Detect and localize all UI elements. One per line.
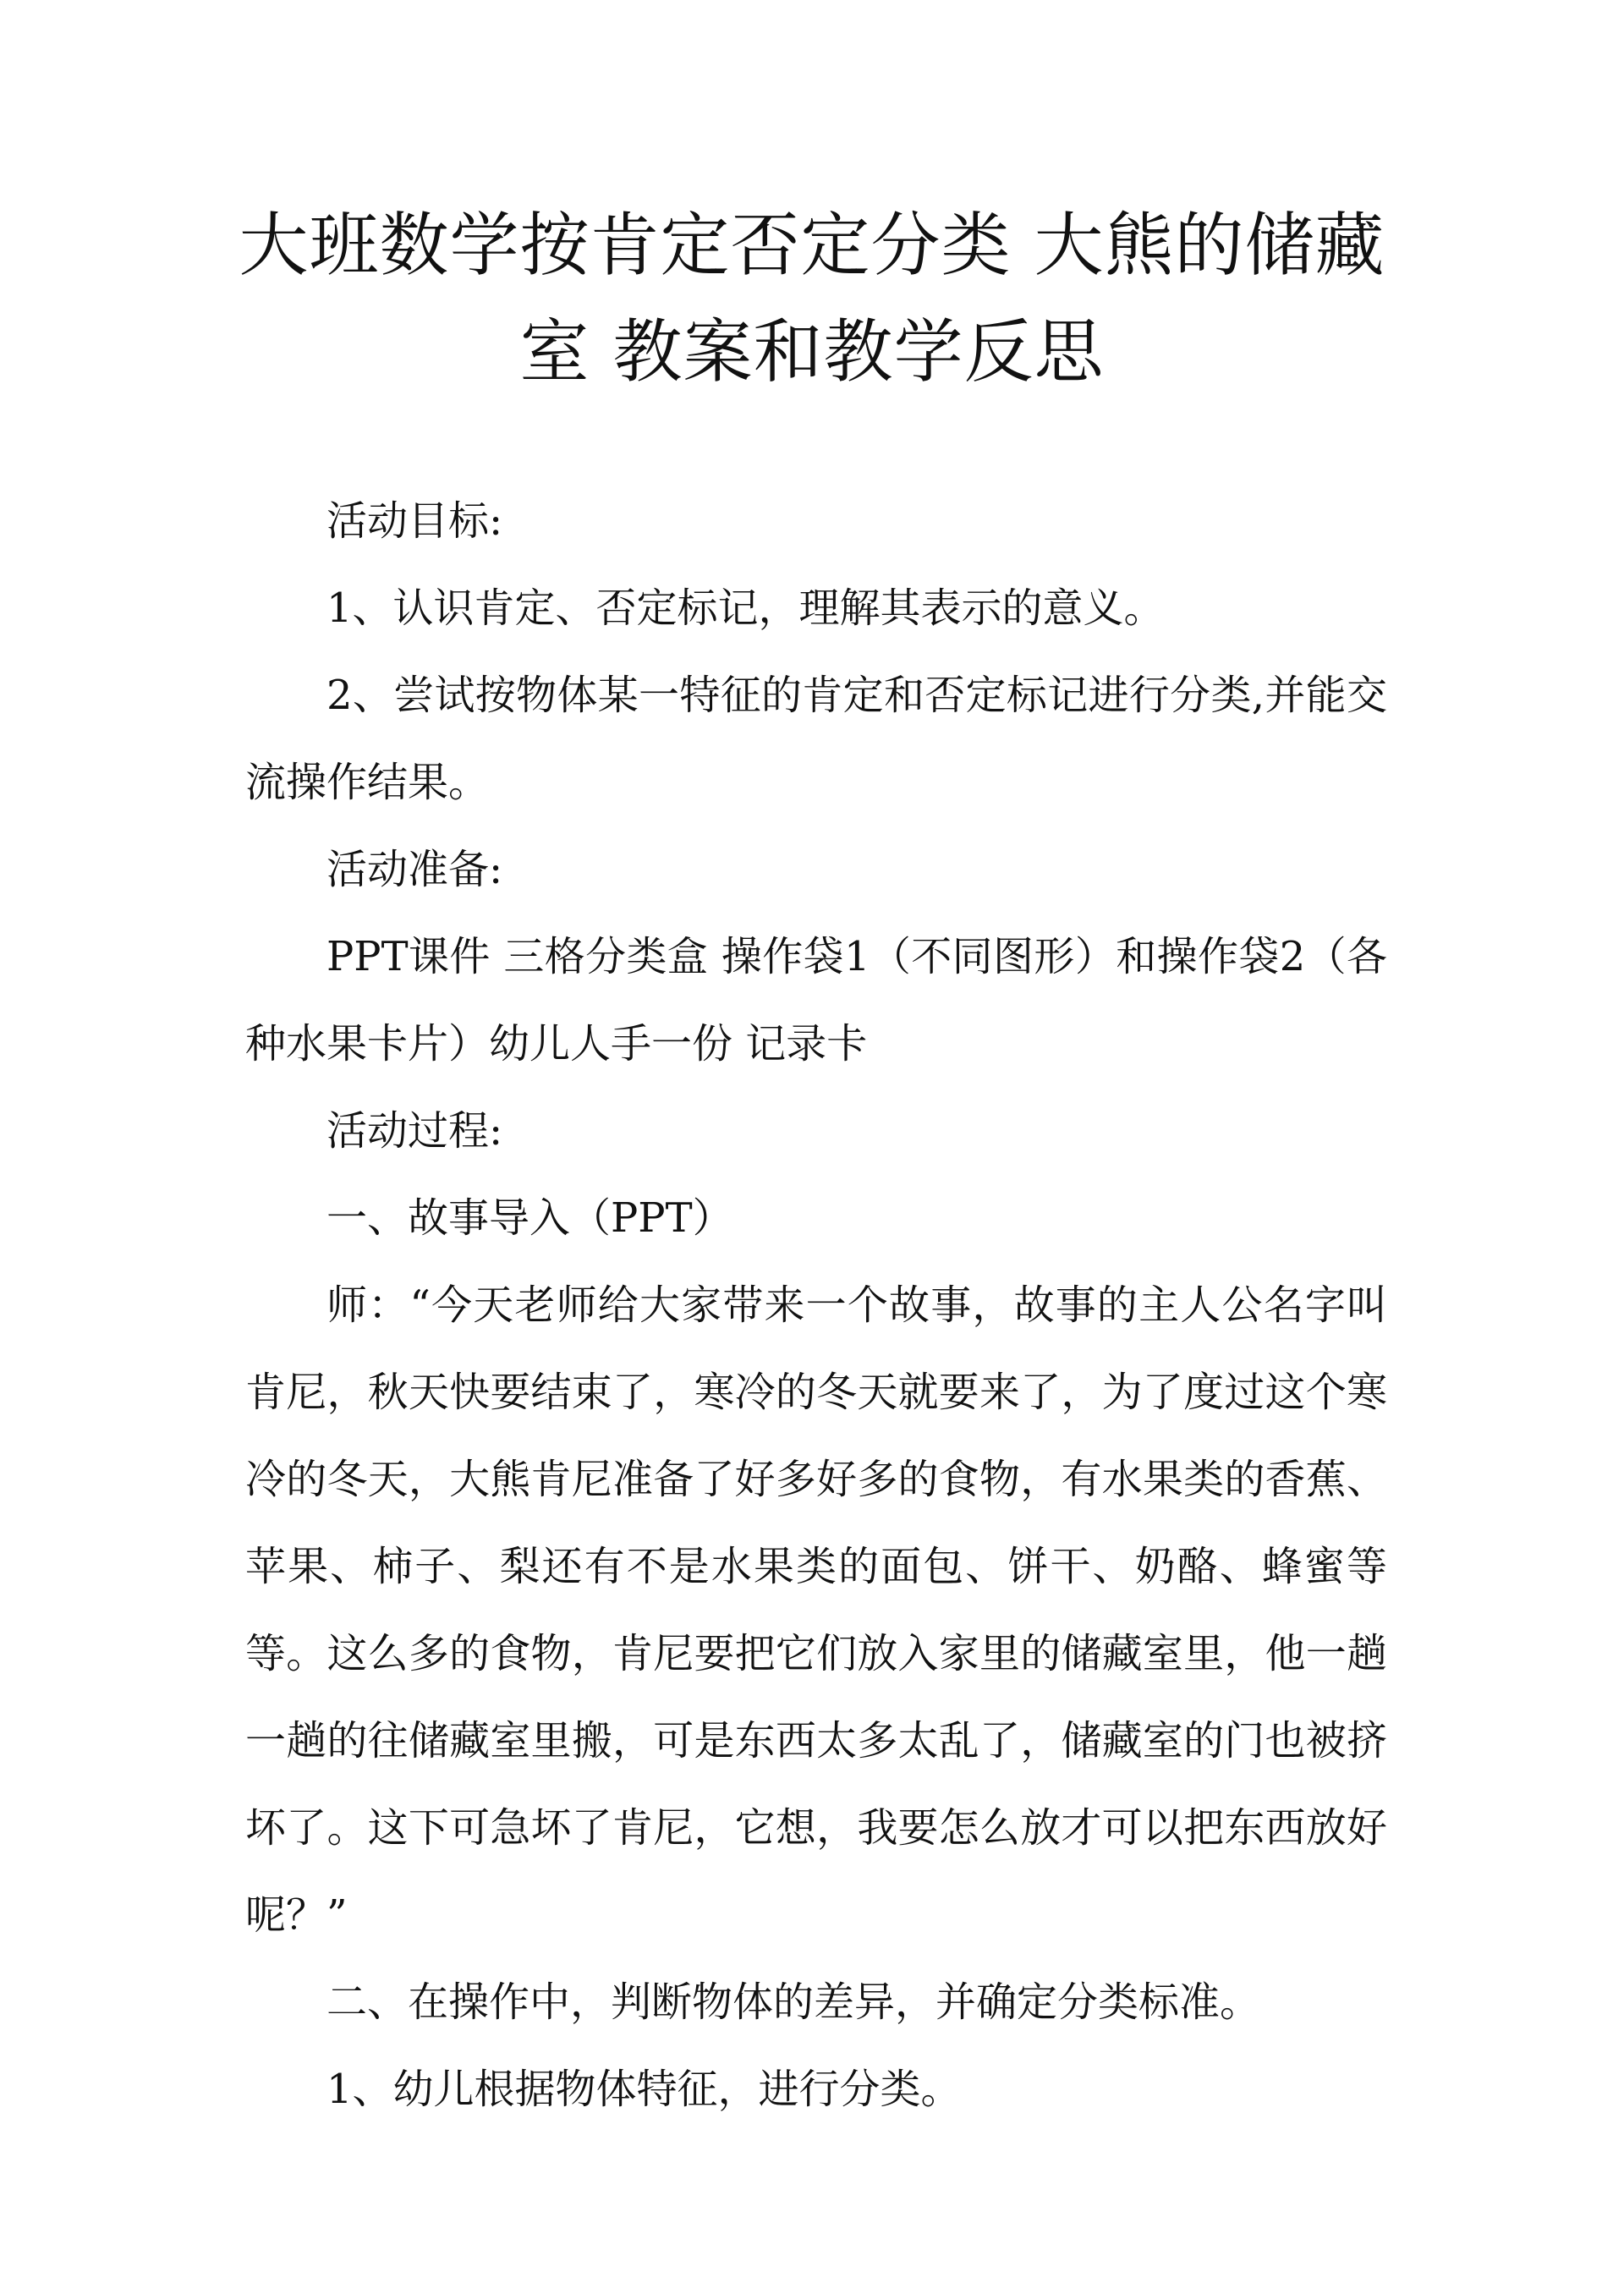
heading-activity-goals: 活动目标: bbox=[326, 497, 503, 545]
goal-item-2: 2、尝试按物体某一特征的肯定和否定标记进行分类,并能交流操作结果。 bbox=[245, 672, 1387, 806]
document-body bbox=[245, 478, 1387, 2133]
process-step-2-item-1: 1、幼儿根据物体特征，进行分类。 bbox=[326, 2066, 962, 2113]
document-title: 大班数学按肯定否定分类 大熊的储藏室 教案和教学反思 bbox=[239, 206, 1385, 392]
process-step-2-heading: 二、在操作中，判断物体的差异，并确定分类标准。 bbox=[326, 1978, 1261, 2026]
heading-activity-process: 活动过程: bbox=[326, 1107, 503, 1155]
process-step-1-heading: 一、故事导入（PPT） bbox=[326, 1194, 733, 1242]
preparation-materials: PPT课件 三格分类盒 操作袋1（不同图形）和操作袋2（各种水果卡片）幼儿人手一份 记录卡 bbox=[245, 933, 1387, 1067]
story-paragraph: 师：“今天老师给大家带来一个故事，故事的主人公名字叫肯尼，秋天快要结束了，寒冷的冬天就要来了，为了度过这个寒冷的冬天，大熊肯尼准备了好多好多的食物，有水果类的香蕉、苹果、柿子、梨还有不是水果类的面包、饼干、奶酪、蜂蜜等等。这么多的食物，肯尼要把它们放入家里的储藏室里，他一趟一趟的往储藏室里搬，可是东西太多太乱了，储藏室的门也被挤坏了。这下可急坏了肯尼，它想，我要怎么放才可以把东西放好呢？” bbox=[245, 1281, 1387, 1939]
goal-item-1: 1、认识肯定、否定标记，理解其表示的意义。 bbox=[326, 584, 1165, 632]
heading-activity-preparation: 活动准备: bbox=[326, 846, 503, 893]
